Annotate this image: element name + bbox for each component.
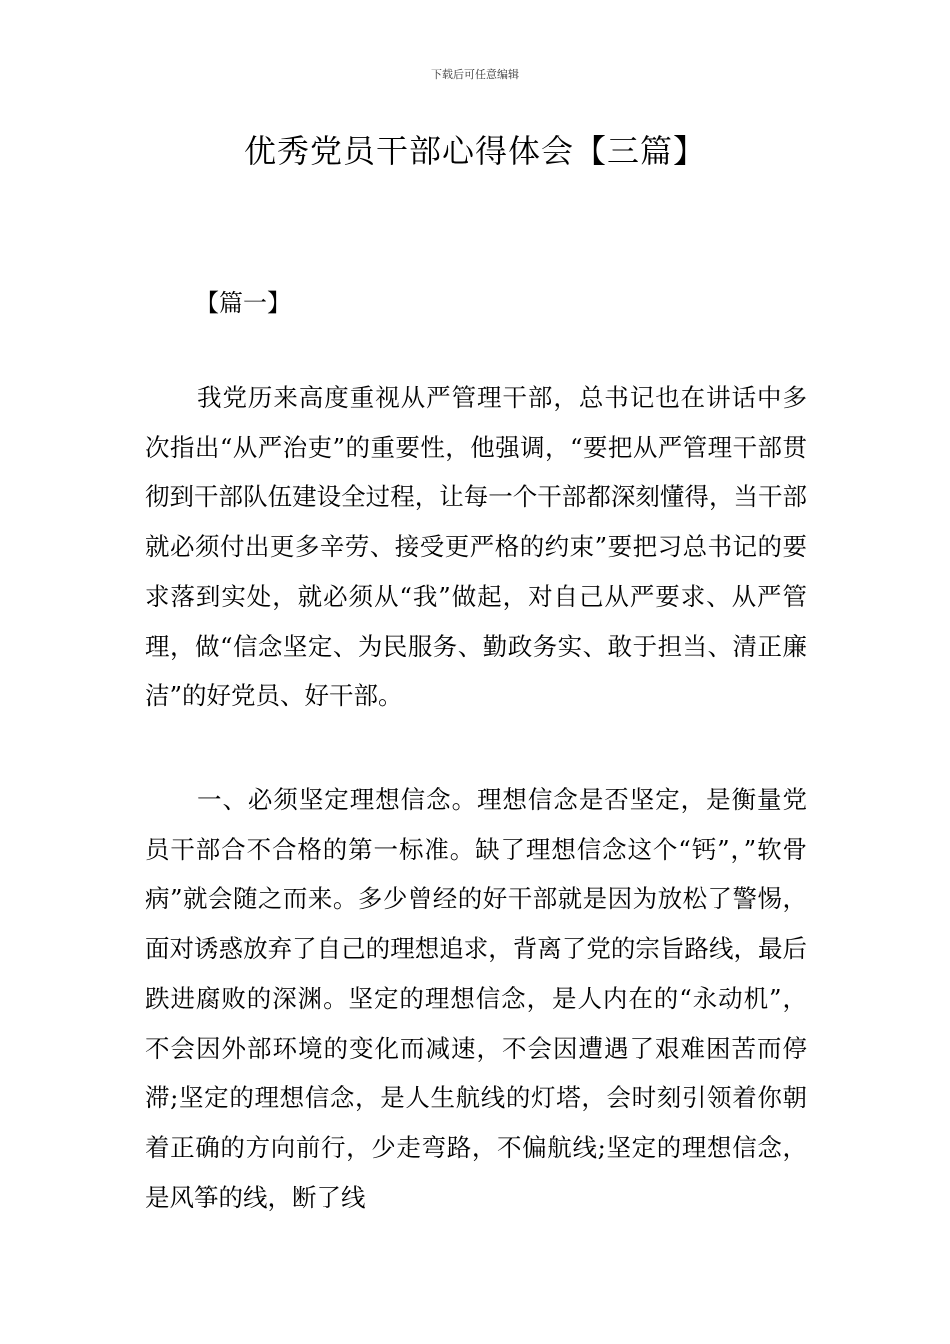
download-note: 下载后可任意编辑: [431, 68, 519, 81]
document-title: 优秀党员干部心得体会【三篇】: [243, 132, 706, 170]
section-heading: 【篇一】: [195, 289, 291, 317]
body-paragraph: 我党历来高度重视从严管理干部，总书记也在讲话中多次指出“从严治吏”的重要性，他强调，“要把从严管理干部贯彻到干部队伍建设全过程，让每一个干部都深刻懂得，当干部就必须付出更多辛劳、接受更严格的约束”要把习总书记的要求落到实处，就必须从“我”做起，对自己从严要求、从严管理，做“信念坚定、为民服务、勤政务实、敢于担当、清正廉洁”的好党员、好干部。: [145, 383, 807, 711]
body-paragraph: 一、必须坚定理想信念。理想信念是否坚定，是衡量党员干部合不合格的第一标准。缺了理想信念这个“钙”，”软骨病”就会随之而来。多少曾经的好干部就是因为放松了警惕，面对诱惑放弃了自己的理想追求，背离了党的宗旨路线，最后跌进腐败的深渊。坚定的理想信念，是人内在的“永动机”，不会因外部环境的变化而减速，不会因遭遇了艰难困苦而停滞;坚定的理想信念，是人生航线的灯塔，会时刻引领着你朝着正确的方向前行，少走弯路，不偏航线;坚定的理想信念，是风筝的线，断了线: [145, 785, 807, 1212]
